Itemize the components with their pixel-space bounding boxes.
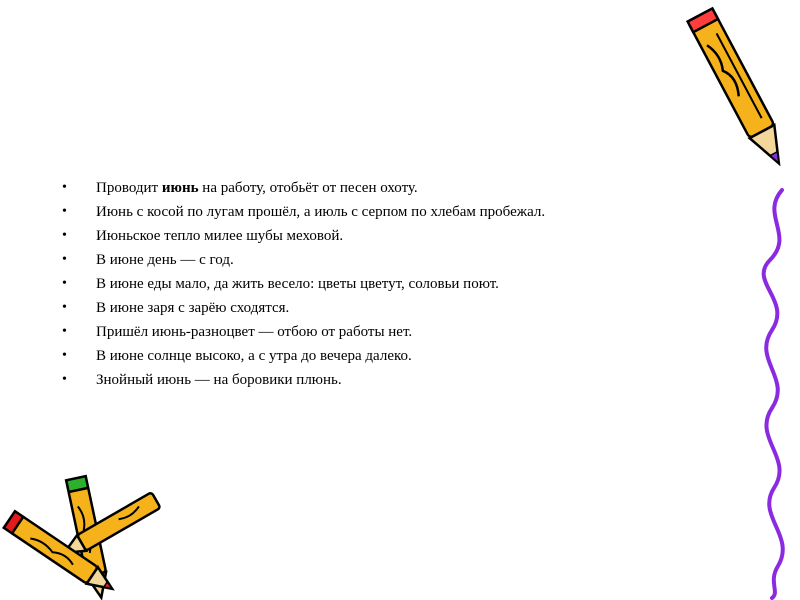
proverb-text: Июнь с косой по лугам прошёл, а июль с серпом по хлебам пробежал. <box>96 204 546 220</box>
proverb-text: Знойный июнь — на боровики плюнь. <box>96 372 342 388</box>
proverb-text: Июньское тепло милее шубы меховой. <box>96 228 344 244</box>
proverb-text: В июне солнце высоко, а с утра до вечера далеко. <box>96 348 412 364</box>
proverb-list <box>62 176 722 392</box>
proverb-text: Пришёл июнь-разноцвет — отбою от работы нет. <box>96 324 413 340</box>
list-item <box>62 296 722 320</box>
bullet: • <box>62 300 67 315</box>
list-item <box>62 344 722 368</box>
bullet: • <box>62 324 67 339</box>
list-item <box>62 320 722 344</box>
bullet: • <box>62 180 67 195</box>
proverb-bold-word: июнь <box>161 180 199 196</box>
bullet: • <box>62 372 67 387</box>
proverb-text: В июне заря с зарёю сходятся. <box>96 300 290 316</box>
list-item <box>62 200 722 224</box>
bullet: • <box>62 252 67 267</box>
list-item <box>62 176 722 200</box>
proverb-text-start: Проводит <box>96 180 162 196</box>
bullet: • <box>62 276 67 291</box>
list-item <box>62 368 722 392</box>
bullet: • <box>62 204 67 219</box>
bullet: • <box>62 228 67 243</box>
list-item <box>62 224 722 248</box>
list-item <box>62 248 722 272</box>
proverb-text-end: на работу, отобьёт от песен охоту. <box>198 180 418 196</box>
list-item <box>62 272 722 296</box>
proverb-text: В июне еды мало, да жить весело: цветы цветут, соловьи поют. <box>96 276 499 292</box>
proverb-text: В июне день — с год. <box>96 252 234 268</box>
bullet: • <box>62 348 67 363</box>
